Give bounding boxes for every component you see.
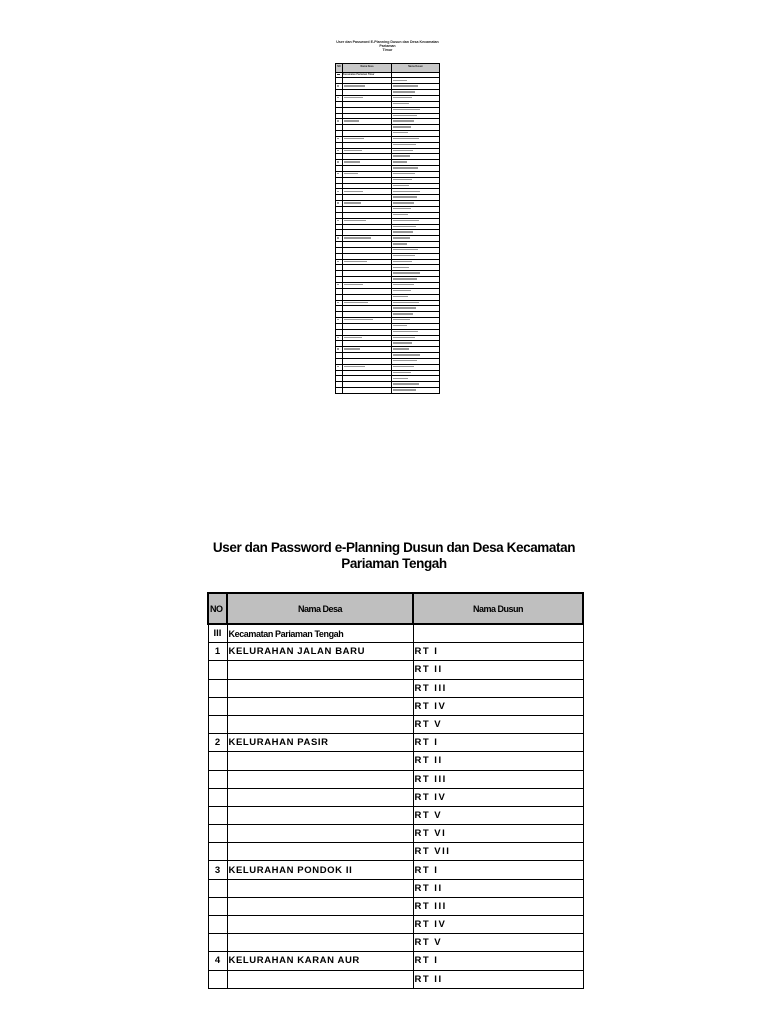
thumbnail-header-desa: Nama Desa [343, 63, 392, 72]
section-row [208, 624, 583, 643]
row-number [208, 788, 227, 806]
row-nama-desa [227, 825, 413, 843]
row-nama-desa: KELURAHAN PASIR [227, 734, 413, 752]
row-nama-desa [227, 697, 413, 715]
table-row [208, 661, 583, 679]
header-nama-desa: Nama Desa [227, 593, 413, 624]
row-nama-dusun: RT II [413, 752, 583, 770]
section-number: III [208, 624, 227, 643]
section-empty-cell [413, 624, 583, 643]
header-no: NO [208, 593, 227, 624]
row-number [208, 970, 227, 988]
row-number [208, 934, 227, 952]
row-number [208, 697, 227, 715]
row-nama-dusun: RT IV [413, 788, 583, 806]
row-nama-dusun: RT II [413, 661, 583, 679]
row-nama-dusun: RT III [413, 770, 583, 788]
row-number [208, 715, 227, 733]
row-nama-desa [227, 879, 413, 897]
row-nama-desa [227, 770, 413, 788]
row-nama-desa [227, 916, 413, 934]
thumbnail-title-line2: Timur [382, 48, 393, 53]
row-nama-dusun: RT I [413, 952, 583, 970]
row-nama-dusun: RT III [413, 679, 583, 697]
thumbnail-header-row [336, 63, 440, 72]
row-nama-dusun: RT I [413, 861, 583, 879]
thumbnail-header-dusun: Nama Dusun [392, 63, 440, 72]
row-nama-dusun: RT V [413, 806, 583, 824]
row-nama-desa [227, 934, 413, 952]
row-nama-desa: KELURAHAN PONDOK II [227, 861, 413, 879]
row-nama-desa [227, 752, 413, 770]
thumbnail-table [335, 63, 440, 394]
thumbnail-header-no: NO [336, 63, 343, 72]
row-number: 2 [208, 734, 227, 752]
table-row [208, 643, 583, 661]
table-row [208, 861, 583, 879]
table-row [208, 752, 583, 770]
row-number: 1 [208, 643, 227, 661]
row-number [208, 843, 227, 861]
table-row [208, 715, 583, 733]
table-row [208, 934, 583, 952]
table-header-row [208, 593, 583, 624]
row-nama-dusun: RT VI [413, 825, 583, 843]
row-nama-dusun: RT V [413, 715, 583, 733]
row-nama-desa [227, 843, 413, 861]
row-number [208, 825, 227, 843]
row-number [208, 879, 227, 897]
table-row [208, 916, 583, 934]
row-nama-dusun: RT III [413, 897, 583, 915]
table-row [208, 788, 583, 806]
thumbnail-row [336, 388, 440, 394]
row-nama-dusun: RT V [413, 934, 583, 952]
row-nama-desa [227, 679, 413, 697]
table-row [208, 734, 583, 752]
row-nama-dusun: RT II [413, 970, 583, 988]
row-number [208, 770, 227, 788]
thumbnail-cell [336, 388, 343, 394]
row-nama-desa [227, 970, 413, 988]
table-row [208, 970, 583, 988]
table-row [208, 897, 583, 915]
page-thumbnail [335, 40, 440, 394]
row-nama-dusun: RT I [413, 734, 583, 752]
table-row [208, 952, 583, 970]
row-nama-desa [227, 661, 413, 679]
thumbnail-cell [392, 388, 440, 394]
row-number [208, 806, 227, 824]
section-label: Kecamatan Pariaman Tengah [227, 624, 413, 643]
row-nama-desa [227, 715, 413, 733]
thumbnail-table-body [336, 72, 440, 393]
row-number [208, 897, 227, 915]
row-nama-desa [227, 788, 413, 806]
row-nama-desa [227, 806, 413, 824]
table-row [208, 806, 583, 824]
row-number: 3 [208, 861, 227, 879]
thumbnail-section-label: Kecamatan Pariaman Timur [343, 72, 392, 78]
row-nama-dusun: RT IV [413, 697, 583, 715]
row-number [208, 679, 227, 697]
row-number [208, 916, 227, 934]
table-row [208, 679, 583, 697]
row-nama-desa: KELURAHAN KARAN AUR [227, 952, 413, 970]
row-number: 4 [208, 952, 227, 970]
row-nama-desa: KELURAHAN JALAN BARU [227, 643, 413, 661]
table-row [208, 879, 583, 897]
row-number [208, 752, 227, 770]
table-row [208, 770, 583, 788]
row-nama-dusun: RT II [413, 879, 583, 897]
table-row [208, 825, 583, 843]
row-nama-desa [227, 897, 413, 915]
header-nama-dusun: Nama Dusun [413, 593, 583, 624]
page-title: User dan Password e-Planning Dusun dan Desa Kecamatan Pariaman Tengah [212, 540, 576, 571]
table-body [208, 624, 583, 988]
thumbnail-title [335, 40, 440, 53]
row-number [208, 661, 227, 679]
thumbnail-cell [343, 388, 392, 394]
dusun-table [207, 592, 584, 989]
row-nama-dusun: RT IV [413, 916, 583, 934]
table-row [208, 697, 583, 715]
row-nama-dusun: RT I [413, 643, 583, 661]
row-nama-dusun: RT VII [413, 843, 583, 861]
table-row [208, 843, 583, 861]
thumbnail-title-line1: User dan Password E-Planning Dusun dan Desa Kecamatan Pariaman [336, 40, 439, 49]
